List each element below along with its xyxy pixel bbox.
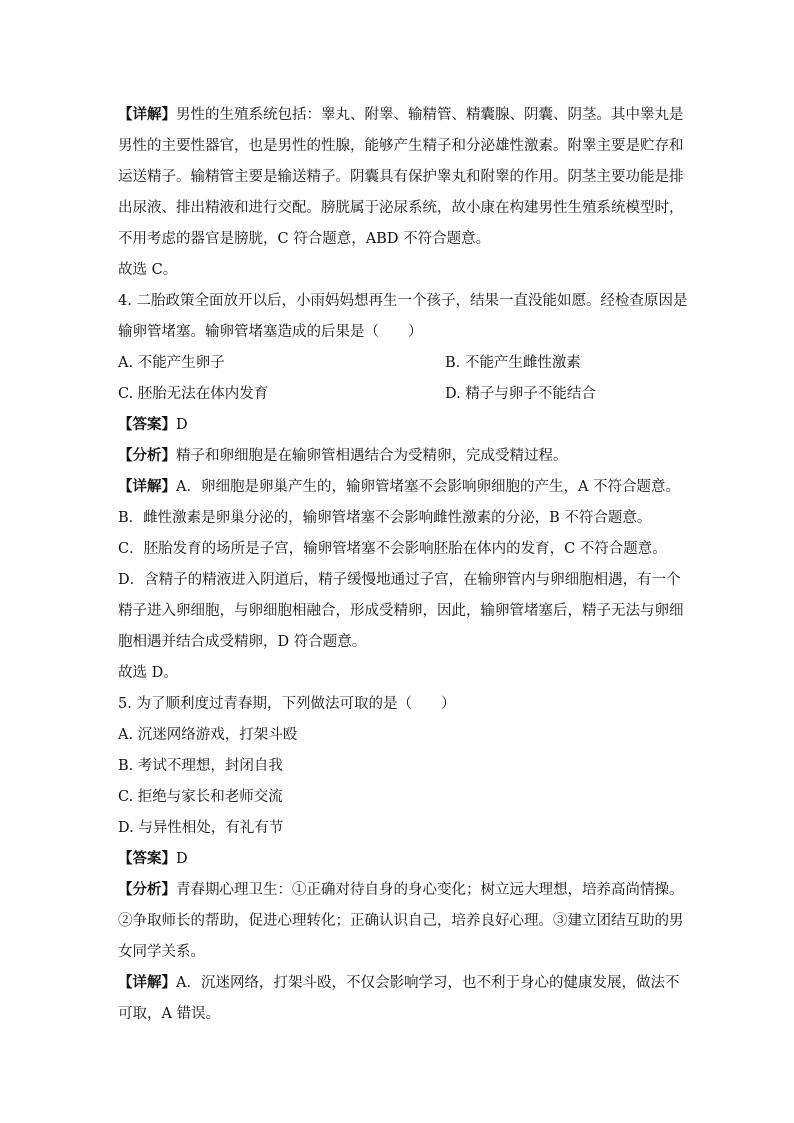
q4-options-row-1 <box>118 348 678 379</box>
answer-tag: 【答案】 <box>118 851 176 867</box>
q4-analysis: 【分析】精子和卵细胞是在输卵管相遇结合为受精卵，完成受精过程。 <box>118 448 568 464</box>
q4-answer: 【答案】D <box>118 417 188 433</box>
q4-option-c: C. 胚胎无法在体内发育 <box>118 386 269 402</box>
q4-detail-line: 【详解】A．卵细胞是卵巢产生的，输卵管堵塞不会影响卵细胞的产生，A 不符合题意。 <box>118 479 681 495</box>
q4-detail-line: 精子进入卵细胞，与卵细胞相融合，形成受精卵，因此，输卵管堵塞后，精子无法与卵细 <box>118 603 684 619</box>
answer-tag: 【答案】 <box>118 417 176 433</box>
analysis-tag: 【分析】 <box>118 448 176 464</box>
q4-option-b: B. 不能产生雌性激素 <box>445 355 581 371</box>
q5-detail-line: 可取，A 错误。 <box>118 1006 221 1022</box>
q3-detail-line: 出尿液、排出精液和进行交配。膀胱属于泌尿系统，故小康在构建男性生殖系统模型时， <box>118 200 684 216</box>
q4-options-row-2 <box>118 379 678 410</box>
q3-conclusion: 故选 C。 <box>118 262 178 278</box>
analysis-tag: 【分析】 <box>118 882 176 898</box>
q3-detail-line: 男性的主要性器官，也是男性的性腺，能够产生精子和分泌雄性激素。附睾主要是贮存和 <box>118 138 684 154</box>
q3-detail-line: 运送精子。输精管主要是输送精子。阴囊具有保护睾丸和附睾的作用。阴茎主要功能是排 <box>118 169 684 185</box>
detail-tag: 【详解】 <box>118 975 176 991</box>
q4-detail-line: C．胚胎发育的场所是子宫，输卵管堵塞不会影响胚胎在体内的发育，C 不符合题意。 <box>118 541 667 557</box>
q5-option-b: B. 考试不理想，封闭自我 <box>118 758 283 774</box>
q5-stem: 5. 为了顺利度过青春期，下列做法可取的是（ ） <box>118 696 456 712</box>
q4-option-a: A. 不能产生卵子 <box>118 355 225 371</box>
q4-stem: 输卵管堵塞。输卵管堵塞造成的后果是（ ） <box>118 324 423 340</box>
q4-detail-line: D．含精子的精液进入阴道后，精子缓慢地通过子宫，在输卵管内与卵细胞相遇，有一个 <box>118 572 681 588</box>
document-page <box>118 100 688 1030</box>
q3-detail-line: 不用考虑的器官是膀胱，C 符合题意，ABD 不符合题意。 <box>118 231 491 247</box>
q5-option-d: D. 与异性相处，有礼有节 <box>118 820 284 836</box>
q4-option-d: D. 精子与卵子不能结合 <box>445 386 596 402</box>
q4-conclusion: 故选 D。 <box>118 665 178 681</box>
q5-analysis-line: 女同学关系。 <box>118 944 205 960</box>
q4-detail-line: B．雌性激素是卵巢分泌的，输卵管堵塞不会影响雌性激素的分泌，B 不符合题意。 <box>118 510 652 526</box>
q4-stem: 4. 二胎政策全面放开以后，小雨妈妈想再生一个孩子，结果一直没能如愿。经检查原因是 <box>118 293 688 309</box>
detail-tag: 【详解】 <box>118 107 176 123</box>
q5-option-a: A. 沉迷网络游戏，打架斗殴 <box>118 727 298 743</box>
q3-detail-line: 【详解】男性的生殖系统包括：睾丸、附睾、输精管、精囊腺、阴囊、阴茎。其中睾丸是 <box>118 107 684 123</box>
detail-tag: 【详解】 <box>118 479 176 495</box>
q5-answer: 【答案】D <box>118 851 188 867</box>
q5-option-c: C. 拒绝与家长和老师交流 <box>118 789 283 805</box>
q5-analysis-line: 【分析】青春期心理卫生：①正确对待自身的身心变化；树立远大理想，培养高尚情操。 <box>118 882 684 898</box>
q5-analysis-line: ②争取师长的帮助，促进心理转化；正确认识自己，培养良好心理。③建立团结互助的男 <box>118 913 684 929</box>
q5-detail-line: 【详解】A．沉迷网络，打架斗殴，不仅会影响学习，也不利于身心的健康发展，做法不 <box>118 975 680 991</box>
q4-detail-line: 胞相遇并结合成受精卵，D 符合题意。 <box>118 634 367 650</box>
